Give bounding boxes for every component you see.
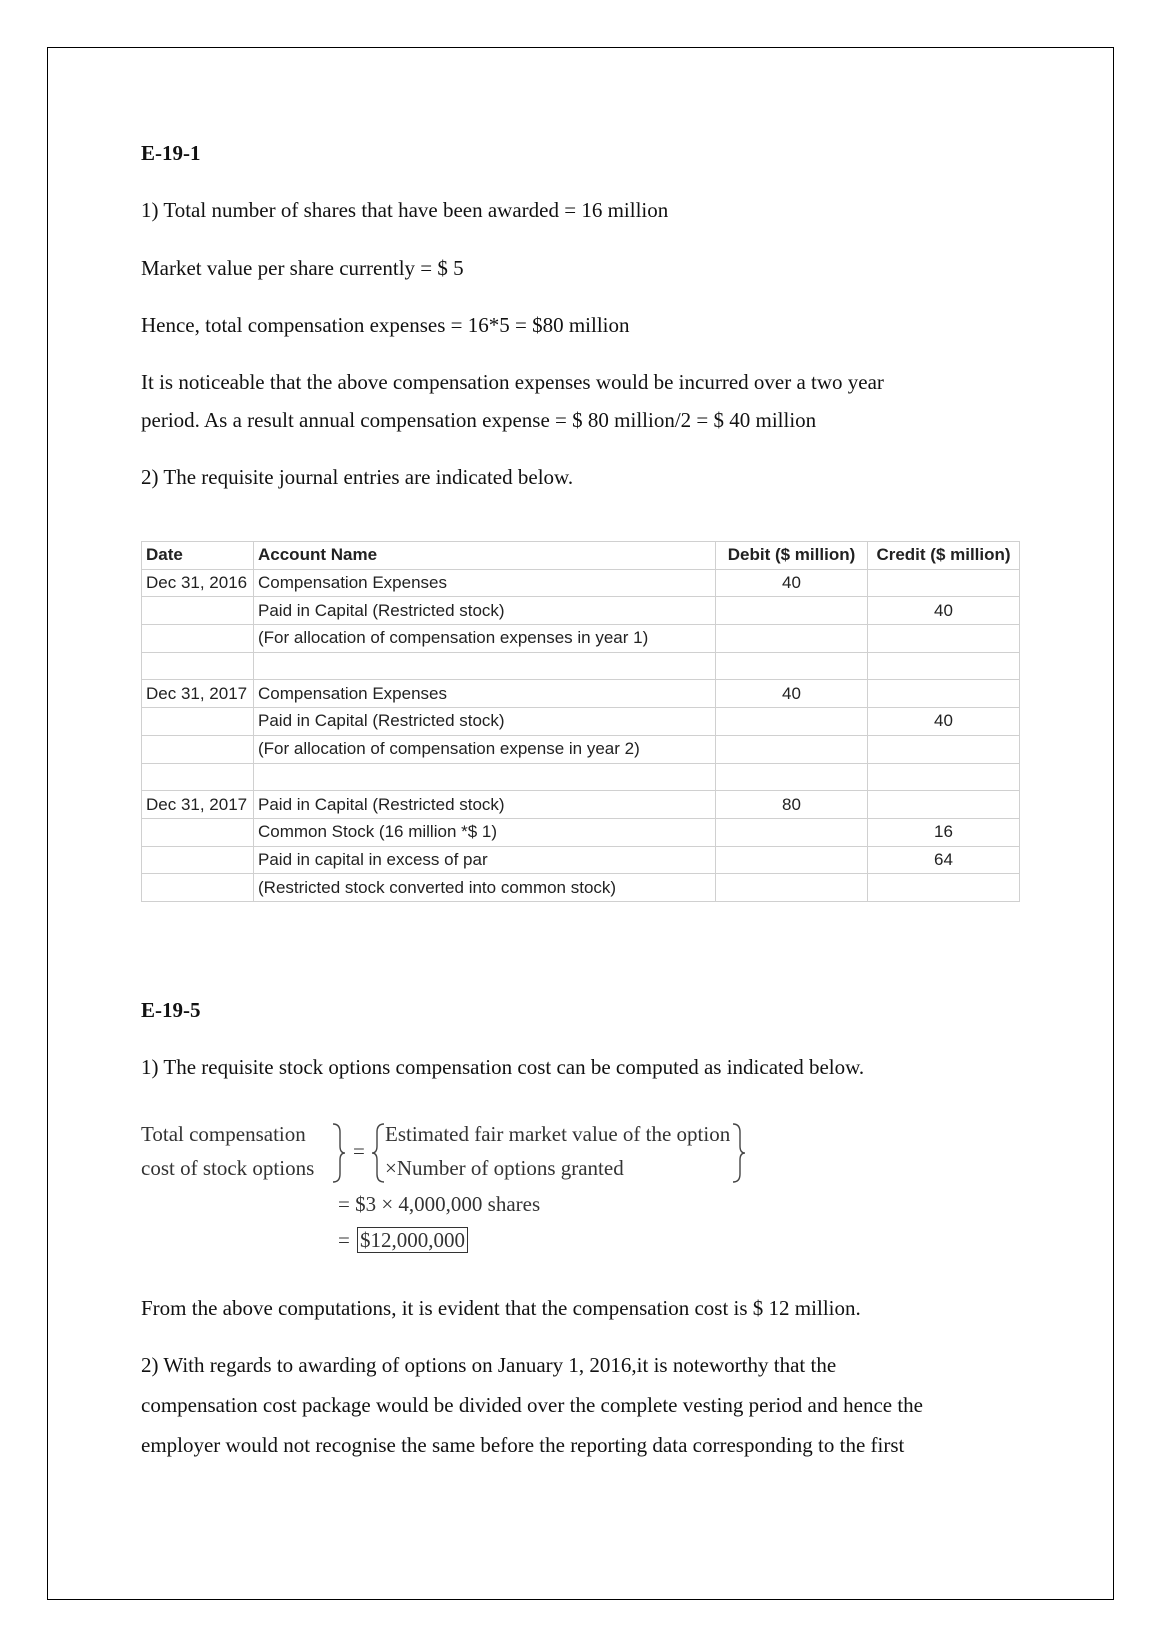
cell-date (142, 597, 254, 625)
table-row (142, 874, 1020, 902)
cell-debit: 40 (716, 569, 868, 597)
cell-account: Paid in Capital (Restricted stock) (254, 791, 716, 819)
paragraph-market-value: Market value per share currently = $ 5 (141, 256, 464, 280)
paragraph-two-year-line2: period. As a result annual compensation expense = $ 80 million/2 = $ 40 million (141, 408, 817, 432)
table-row (142, 818, 1020, 846)
cell-account: Common Stock (16 million *$ 1) (254, 818, 716, 846)
cell-debit: 80 (716, 791, 868, 819)
cell-debit (716, 874, 868, 902)
cell-account (254, 652, 716, 680)
cell-account: Compensation Expenses (254, 680, 716, 708)
compensation-formula (141, 1120, 841, 1270)
formula-right-brace-icon (331, 1122, 347, 1184)
cell-credit: 16 (868, 818, 1020, 846)
table-row (142, 708, 1020, 736)
paragraph-journal-intro: 2) The requisite journal entries are indicated below. (141, 465, 574, 489)
cell-date (142, 763, 254, 791)
cell-credit (868, 791, 1020, 819)
cell-credit: 40 (868, 597, 1020, 625)
cell-credit (868, 763, 1020, 791)
cell-date (142, 652, 254, 680)
section-heading-e-19-1: E-19-1 (141, 141, 201, 165)
cell-account: Paid in Capital (Restricted stock) (254, 597, 716, 625)
paragraph-vesting-line1: 2) With regards to awarding of options on January 1, 2016,it is noteworthy that the (141, 1353, 837, 1377)
cell-debit (716, 708, 868, 736)
header-debit: Debit ($ million) (716, 542, 868, 570)
formula-rhs-line1: Estimated fair market value of the option (385, 1122, 731, 1146)
cell-date: Dec 31, 2016 (142, 569, 254, 597)
table-row (142, 735, 1020, 763)
header-account-name: Account Name (254, 542, 716, 570)
cell-account: Compensation Expenses (254, 569, 716, 597)
cell-date (142, 735, 254, 763)
table-row (142, 625, 1020, 653)
formula-lhs-line1: Total compensation (141, 1122, 306, 1146)
table-row (142, 846, 1020, 874)
cell-account: Paid in Capital (Restricted stock) (254, 708, 716, 736)
table-row (142, 763, 1020, 791)
cell-credit (868, 874, 1020, 902)
cell-date: Dec 31, 2017 (142, 791, 254, 819)
cell-date (142, 708, 254, 736)
cell-debit (716, 652, 868, 680)
formula-step2-equals: = (338, 1228, 350, 1252)
header-date: Date (142, 542, 254, 570)
paragraph-stock-options-intro: 1) The requisite stock options compensation cost can be computed as indicated below. (141, 1055, 865, 1079)
cell-debit (716, 818, 868, 846)
paragraph-shares-awarded: 1) Total number of shares that have been awarded = 16 million (141, 198, 669, 222)
formula-step1: = $3 × 4,000,000 shares (338, 1192, 541, 1216)
cell-account: (Restricted stock converted into common stock) (254, 874, 716, 902)
cell-account: (For allocation of compensation expense in year 2) (254, 735, 716, 763)
cell-date: Dec 31, 2017 (142, 680, 254, 708)
section-heading-e-19-5: E-19-5 (141, 998, 201, 1022)
formula-rhs-line2: ×Number of options granted (385, 1156, 624, 1180)
cell-credit (868, 735, 1020, 763)
cell-debit (716, 597, 868, 625)
journal-entries-table (141, 541, 1020, 902)
table-row (142, 680, 1020, 708)
cell-date (142, 874, 254, 902)
cell-account (254, 763, 716, 791)
formula-result: $12,000,000 (357, 1227, 468, 1253)
cell-account: (For allocation of compensation expenses in year 1) (254, 625, 716, 653)
paragraph-vesting-line3: employer would not recognise the same before the reporting data corresponding to the first (141, 1433, 905, 1457)
cell-date (142, 846, 254, 874)
formula-lhs-line2: cost of stock options (141, 1156, 315, 1180)
table-row (142, 791, 1020, 819)
formula-left-brace-icon (370, 1122, 386, 1184)
cell-account: Paid in capital in excess of par (254, 846, 716, 874)
formula-closing-brace-icon (731, 1122, 747, 1184)
cell-debit (716, 846, 868, 874)
cell-credit (868, 625, 1020, 653)
table-header-row (142, 542, 1020, 570)
paragraph-total-compensation: Hence, total compensation expenses = 16*5 = $80 million (141, 313, 630, 337)
paragraph-compensation-cost: From the above computations, it is evident that the compensation cost is $ 12 million. (141, 1296, 861, 1320)
cell-credit (868, 569, 1020, 597)
cell-date (142, 818, 254, 846)
cell-debit (716, 735, 868, 763)
cell-debit (716, 625, 868, 653)
formula-equals: = (353, 1139, 365, 1163)
cell-date (142, 625, 254, 653)
header-credit: Credit ($ million) (868, 542, 1020, 570)
cell-debit (716, 763, 868, 791)
cell-debit: 40 (716, 680, 868, 708)
formula-result-wrap (357, 1226, 468, 1254)
paragraph-two-year-line1: It is noticeable that the above compensation expenses would be incurred over a two year (141, 370, 884, 394)
cell-credit: 40 (868, 708, 1020, 736)
table-row (142, 597, 1020, 625)
table-row (142, 569, 1020, 597)
paragraph-vesting-line2: compensation cost package would be divided over the complete vesting period and hence the (141, 1393, 923, 1417)
cell-credit: 64 (868, 846, 1020, 874)
cell-credit (868, 652, 1020, 680)
table-row (142, 652, 1020, 680)
cell-credit (868, 680, 1020, 708)
